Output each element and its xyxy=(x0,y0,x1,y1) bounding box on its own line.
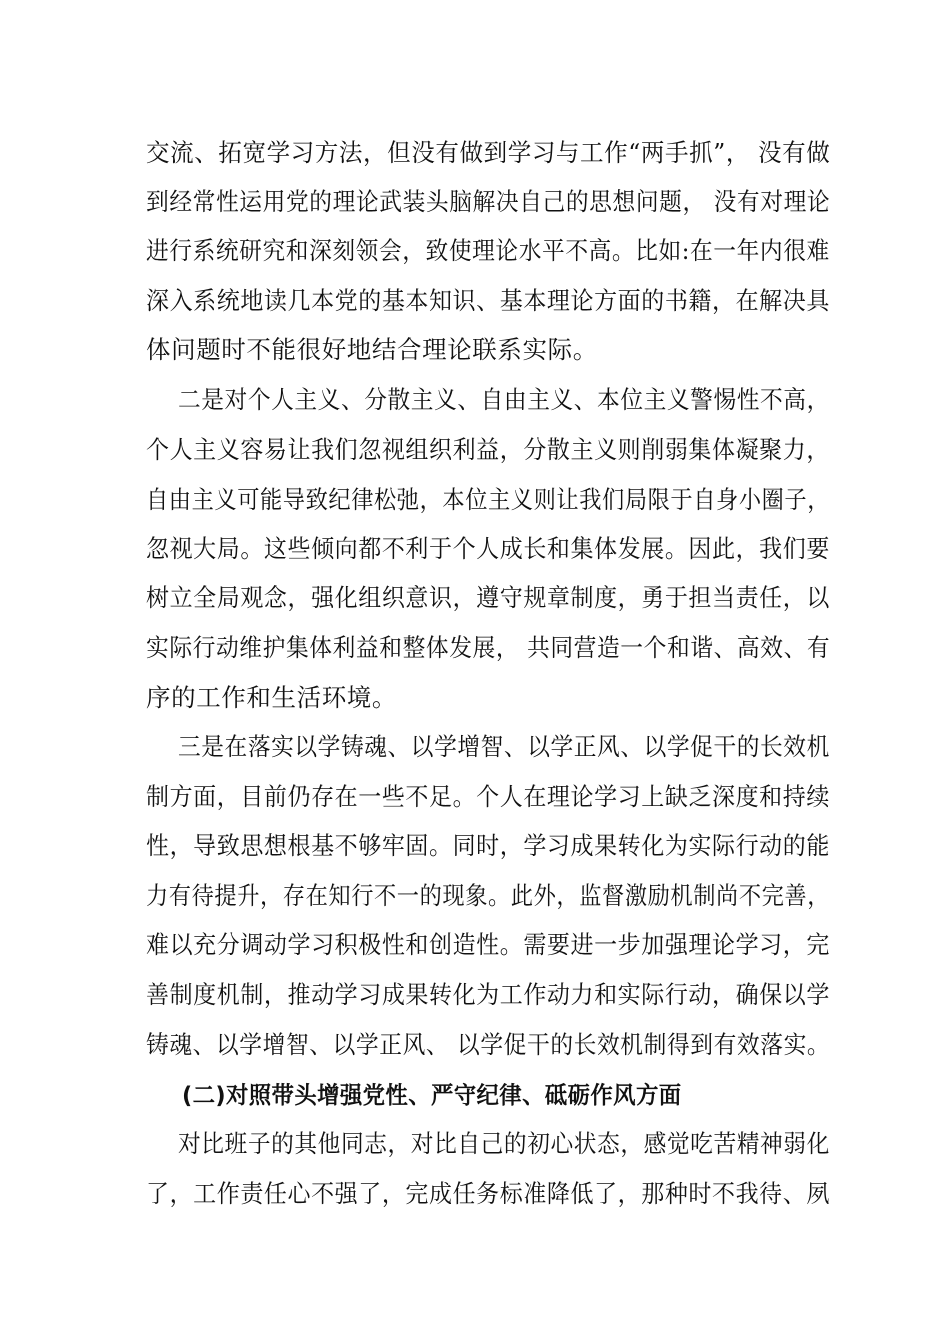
text-line: 深入系统地读几本党的基本知识、基本理论方面的书籍，在解决具 xyxy=(146,286,830,315)
text-line: 到经常性运用党的理论武装头脑解决自己的思想问题， 没有对理论 xyxy=(146,187,831,216)
text-line: 性，导致思想根基不够牢固。同时，学习成果转化为实际行动的能 xyxy=(146,831,830,860)
text-line: 对比班子的其他同志，对比自己的初心状态，感觉吃苦精神弱化 xyxy=(178,1129,830,1158)
text-line: 善制度机制，推动学习成果转化为工作动力和实际行动，确保以学 xyxy=(146,980,830,1009)
text-line: 力有待提升，存在知行不一的现象。此外，监督激励机制尚不完善， xyxy=(146,881,831,910)
text-line: 个人主义容易让我们忽视组织利益，分散主义则削弱集体凝聚力， xyxy=(146,435,830,464)
text-line: 三是在落实以学铸魂、以学增智、以学正风、以学促干的长效机 xyxy=(178,732,830,761)
text-line: 体问题时不能很好地结合理论联系实际。 xyxy=(146,335,598,364)
text-line: 实际行动维护集体利益和整体发展， 共同营造一个和谐、高效、有 xyxy=(146,633,831,662)
text-line: 忽视大局。这些倾向都不利于个人成长和集体发展。因此，我们要 xyxy=(146,534,830,563)
text-line: 难以充分调动学习积极性和创造性。需要进一步加强理论学习，完 xyxy=(146,930,830,959)
text-line: 交流、拓宽学习方法，但没有做到学习与工作“两手抓”， 没有做 xyxy=(146,138,831,167)
text-line: 树立全局观念，强化组织意识，遵守规章制度，勇于担当责任，以 xyxy=(146,583,830,612)
text-line: 铸魂、以学增智、以学正风、 以学促干的长效机制得到有效落实。 xyxy=(146,1030,831,1059)
text-line: 进行系统研究和深刻领会，致使理论水平不高。比如:在一年内很难 xyxy=(146,236,830,265)
text-line: 二是对个人主义、分散主义、自由主义、本位主义警惕性不高， xyxy=(178,385,830,414)
section-heading: (二)对照带头增强党性、严守纪律、砥砺作风方面 xyxy=(182,1081,682,1109)
text-line: 自由主义可能导致纪律松弛，本位主义则让我们局限于自身小圈子， xyxy=(146,485,831,514)
text-line: 制方面，目前仍存在一些不足。个人在理论学习上缺乏深度和持续 xyxy=(146,782,830,811)
text-line: 序的工作和生活环境。 xyxy=(146,683,397,712)
text-line: 了，工作责任心不强了，完成任务标准降低了，那种时不我待、夙 xyxy=(146,1179,830,1208)
